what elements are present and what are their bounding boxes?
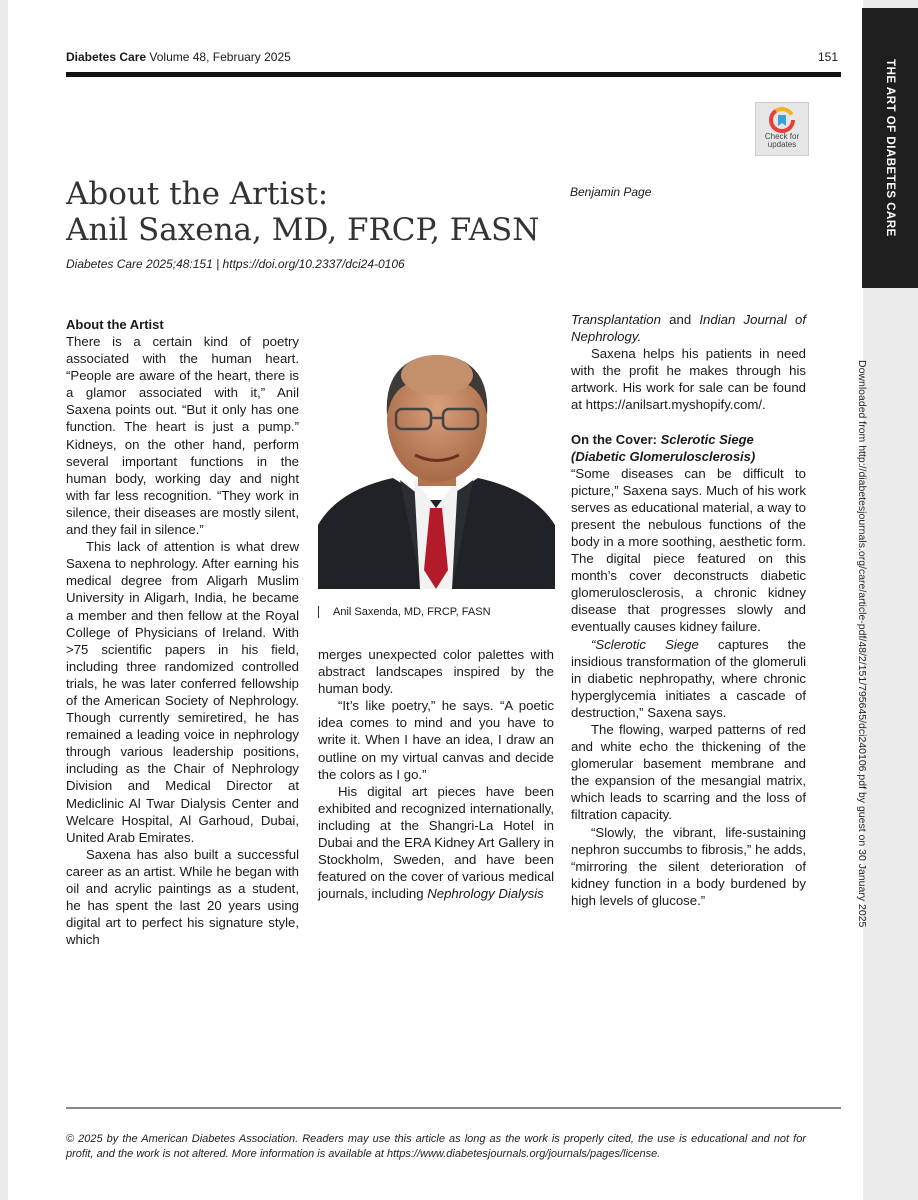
running-header — [66, 50, 291, 64]
caption-rule — [318, 606, 319, 618]
author-name: Benjamin Page — [570, 185, 652, 199]
section-heading-cover — [571, 431, 806, 465]
bookmark-refresh-icon — [769, 107, 795, 133]
artwork-title: “Sclerotic Siege — [591, 636, 699, 652]
footer-rule — [66, 1107, 841, 1109]
paragraph: There is a certain kind of poetry associated with the human heart. “People are aware of the heart, there is a glamor associated with it,” Anil Saxena points out. “But it only has one function. The heart is just a pump.” Kidneys, on the other hand, perform several important functions in the human body, working day and night with far less recognition. “They work in silence, their diseases are mostly silent, and they fail in silence.” — [66, 334, 299, 538]
paragraph — [571, 636, 806, 721]
paragraph: “Slowly, the vibrant, life-sustaining nephron succumbs to fibrosis,” he adds, “mirroring the silent deterioration of kidney function in a body burdened by high levels of glucose.” — [571, 824, 806, 908]
badge-line2: updates — [767, 140, 797, 149]
column-3 — [571, 311, 806, 909]
column-2 — [318, 646, 554, 902]
license-notice: © 2025 by the American Diabetes Association. Readers may use this article as long as the work is properly cited, the use is educational and not for profit, and the work is not altered. More information is available at https://www.diabetesjournals.org/journals/pages/license. — [66, 1133, 806, 1160]
journal-name: Nephrology Dialysis — [427, 886, 544, 902]
page-number: 151 — [818, 50, 839, 64]
exhibition-text: His digital art pieces have been exhibited and recognized internationally, including at the Shangri-La Hotel in Dubai and the ERA Kidney Art Gallery in Stockholm, Sweden, and have been featured on the cover of various medical journals, including — [318, 783, 554, 902]
badge-line1: Check for — [764, 132, 800, 141]
header-issue: Volume 48, February 2025 — [149, 50, 291, 64]
paragraph — [571, 311, 806, 345]
cover-heading-title: Sclerotic Siege — [660, 431, 754, 447]
quote-text: “It’s like poetry,” he says. “A poetic idea comes to mind and you have to write it. When I have an idea, I draw an outline on my virtual canvas and decide the colors as I go.” — [318, 698, 554, 782]
caption-text: Anil Saxenda, MD, FRCP, FASN — [333, 606, 491, 618]
journal-name: Transplantation — [571, 312, 661, 327]
header-journal: Diabetes Care — [66, 50, 147, 64]
cover-heading-prefix: On the Cover: — [571, 431, 661, 447]
paragraph: The flowing, warped patterns of red and white echo the thickening of the glomerular basement membrane and the expansion of the mesangial matrix, which leads to scarring and the loss of filtration capacity. — [571, 721, 806, 823]
paragraph: This lack of attention is what drew Saxena to nephrology. After earning his medical degree from Aligarh Muslim University in Aligarh, India, he became a member and then fellow at the Royal College of Physicians of Ireland. With >75 scientific papers in his field, including three randomized controlled trials, he was later conferred fellowship of the American Society of Nephrology. Though currently semiretired, he has remained a leading voice in nephrology through various leadership positions, including as the Chair of Nephrology Division and Medical Director at Mediclinic Al Twar Dialysis Center and Welcare Hospital, Al Garhoud, Dubai, United Arab Emirates. — [66, 539, 299, 845]
download-note: Downloaded from http://diabetesjournals.org/care/article-pdf/48/2/151/795645/dci240106.pdf by guest on 30 January 2025 — [856, 360, 868, 928]
photo-caption — [318, 606, 491, 618]
title-line2: Anil Saxena, MD, FRCP, FASN — [66, 212, 540, 248]
header-rule — [66, 72, 841, 77]
journal-name: Indian Journal of Nephrology. — [571, 312, 806, 345]
citation-doi[interactable]: Diabetes Care 2025;48:151 | https://doi.org/10.2337/dci24-0106 — [66, 257, 405, 271]
paragraph — [318, 697, 554, 782]
artist-portrait-photo — [318, 330, 555, 589]
column-1 — [66, 316, 299, 948]
section-tab-label: THE ART OF DIABETES CARE — [884, 59, 896, 237]
cover-heading-subtitle: (Diabetic Glomerulosclerosis) — [571, 448, 756, 464]
section-heading-about: About the Artist — [66, 317, 164, 332]
title-line1: About the Artist: — [66, 176, 329, 212]
check-for-updates-badge[interactable] — [755, 102, 809, 156]
paragraph: Saxena helps his patients in need with the profit he makes through his artwork. His work for sale can be found at https://anilsart.myshopify.com/. — [571, 346, 806, 413]
conjunction-text: and — [660, 312, 700, 327]
paragraph — [318, 783, 554, 903]
paragraph-text: captures the insidious transformation of the glomeruli in diabetic nephropathy, where chronic hyperglycemia initiates a cascade of destruction,” Saxena says. — [571, 636, 806, 720]
paragraph: Saxena has also built a successful career as an artist. While he began with oil and acrylic paintings as a student, he has spent the last 20 years using digital art to perfect his signature style, which — [66, 846, 299, 948]
paragraph: “Some diseases can be difficult to picture,” Saxena says. Much of his work serves as educational material, a way to present the nebulous functions of the body in a more soothing, aesthetic form. The digital piece featured on this month’s cover deconstructs diabetic glomerulosclerosis, a chronic kidney disease that progresses slowly and eventually causes kidney failure. — [571, 465, 806, 635]
paragraph: merges unexpected color palettes with abstract landscapes inspired by the human body. — [318, 647, 554, 697]
article-title — [66, 176, 539, 248]
